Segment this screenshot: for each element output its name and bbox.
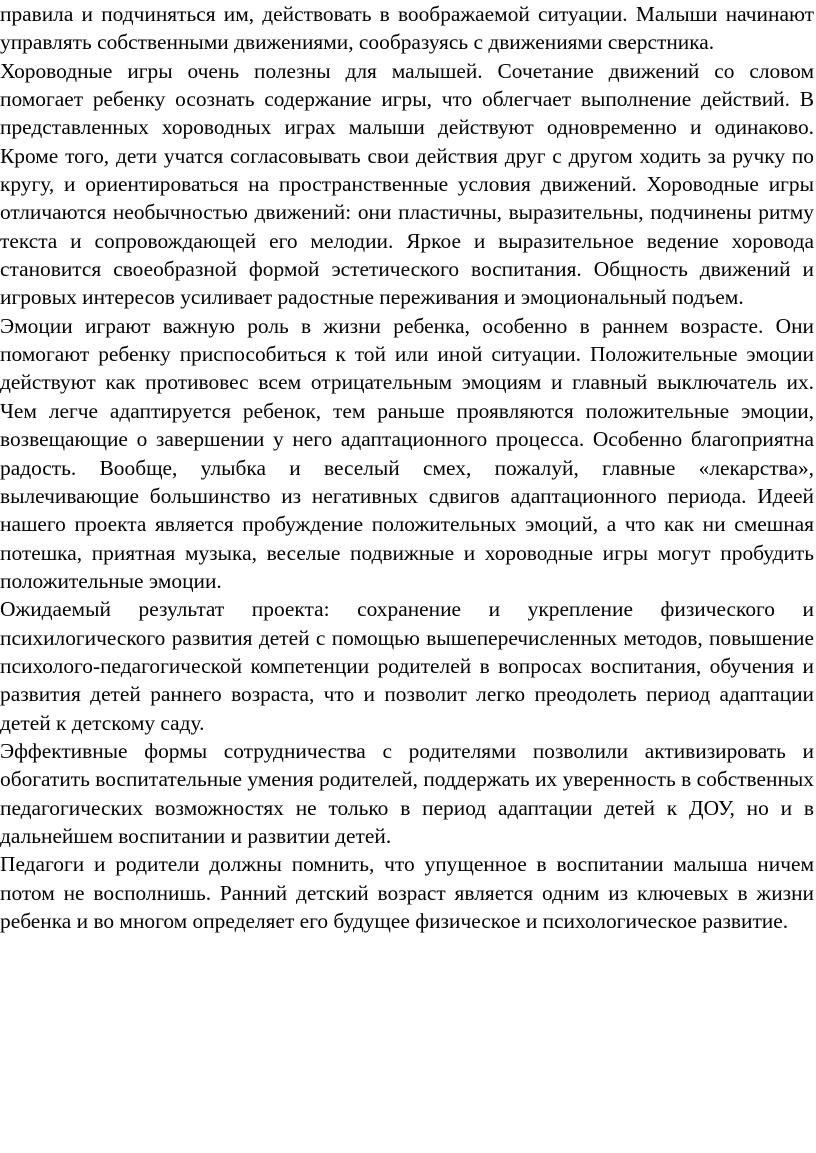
paragraph-parent-cooperation: Эффективные формы сотрудничества с родителями позволили активизировать и обогатить воспитательные умения родителей, поддержать их уверенность в собственных педагогических возможностях не только в период адаптации детей к ДОУ, но и в дальнейшем воспитании и развитии детей. [0, 738, 814, 848]
paragraph-emotions: Эмоции играют важную роль в жизни ребенка, особенно в раннем возрасте. Они помогают ребенку приспособиться к той или иной ситуации. Положительные эмоции действуют как противовес всем отрицательным эмоциям и главный выключатель их. Чем легче адаптируется ребенок, тем раньше проявляются положительные эмоции, возвещающие о завершении у него адаптационного процесса. Особенно благоприятна радость. Вообще, улыбка и веселый смех, пожалуй, главные «лекарства», вылечивающие большинство из негативных сдвигов адаптационного периода. Идеей нашего проекта является пробуждение положительных эмоций, а что как ни смешная потешка, приятная музыка, веселые подвижные и хороводные игры могут пробудить положительные эмоции. [0, 313, 814, 593]
paragraph-round-dance-games: Хороводные игры очень полезны для малышей. Сочетание движений со словом помогает ребенку осознать содержание игры, что облегчает выполнение действий. В представленных хороводных играх малыши действуют одновременно и одинаково. Кроме того, дети учатся согласовывать свои действия друг с другом ходить за ручку по кругу, и ориентироваться на пространственные условия движений. Хороводные игры отличаются необычностью движений: они пластичны, выразительны, подчинены ритму текста и сопровождающей его мелодии. Яркое и выразительное ведение хоровода становится своеобразной формой эстетического воспитания. Общность движений и игровых интересов усиливает радостные переживания и эмоциональный подъем. [0, 58, 814, 310]
paragraph-conclusion: Педагоги и родители должны помнить, что упущенное в воспитании малыша ничем потом не восполнишь. Ранний детский возраст является одним из ключевых в жизни ребенка и во многом определяет его будущее физическое и психологическое развитие. [0, 852, 814, 933]
paragraph-expected-result: Ожидаемый результат проекта: сохранение и укрепление физического и психилогического развития детей с помощью вышеперечисленных методов, повышение психолого-педагогической компетенции родителей в вопросах воспитания, обучения и развития детей раннего возраста, что и позволит легко преодолеть период адаптации детей к детскому саду. [0, 597, 814, 735]
paragraph-play-rules: правила и подчиняться им, действовать в воображаемой ситуации. Малыши начинают управлять собственными движениями, сообразуясь с движениями сверстника. [0, 2, 814, 55]
